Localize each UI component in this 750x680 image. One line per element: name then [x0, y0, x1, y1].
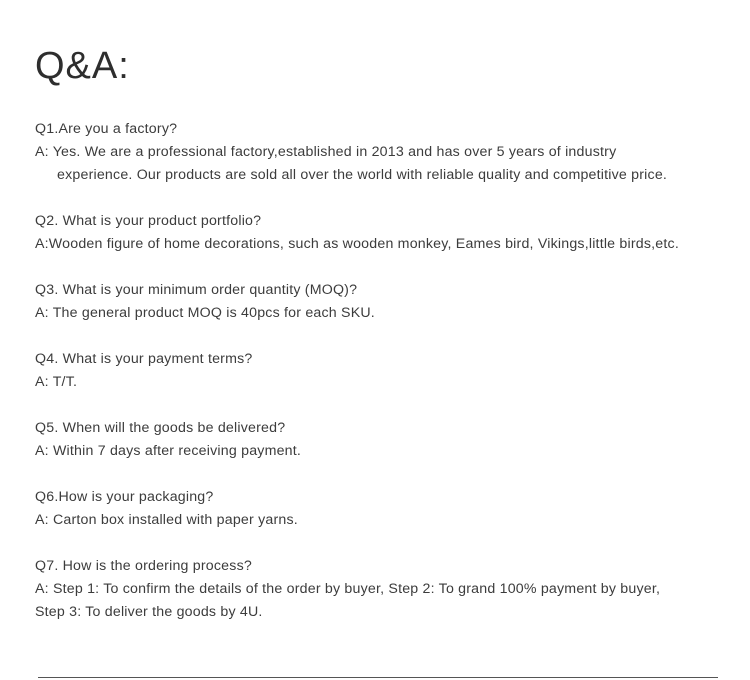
answer-1-line-2: experience. Our products are sold all over the world with reliable quality and competitive price. [57, 167, 668, 183]
question-1: Q1.Are you a factory? [35, 121, 178, 137]
question-6: Q6.How is your packaging? [35, 489, 214, 505]
answer-3: A: The general product MOQ is 40pcs for each SKU. [35, 305, 375, 321]
qa-item-2 [35, 210, 725, 256]
question-2: Q2. What is your product portfolio? [35, 213, 262, 229]
answer-2: A:Wooden figure of home decorations, such as wooden monkey, Eames bird, Vikings,little birds,etc. [35, 236, 679, 252]
answer-5: A: Within 7 days after receiving payment. [35, 443, 302, 459]
qa-list [35, 118, 725, 647]
answer-4: A: T/T. [35, 374, 78, 390]
question-3: Q3. What is your minimum order quantity (MOQ)? [35, 282, 358, 298]
qa-item-4 [35, 348, 725, 394]
question-7: Q7. How is the ordering process? [35, 558, 252, 574]
question-4: Q4. What is your payment terms? [35, 351, 253, 367]
qa-item-3 [35, 279, 725, 325]
bottom-divider [38, 677, 718, 678]
answer-6: A: Carton box installed with paper yarns. [35, 512, 298, 528]
question-5: Q5. When will the goods be delivered? [35, 420, 286, 436]
qa-item-7 [35, 555, 725, 624]
answer-7-line-2: Step 3: To deliver the goods by 4U. [35, 604, 263, 620]
qa-item-6 [35, 486, 725, 532]
answer-1 [35, 141, 725, 187]
answer-7 [35, 578, 725, 624]
answer-1-line-1: A: Yes. We are a professional factory,established in 2013 and has over 5 years of industry [35, 144, 617, 160]
answer-7-line-1: A: Step 1: To confirm the details of the order by buyer, Step 2: To grand 100% payment by buyer, [35, 581, 661, 597]
qa-item-1 [35, 118, 725, 187]
qa-item-5 [35, 417, 725, 463]
page-title: Q&A: [35, 45, 130, 87]
